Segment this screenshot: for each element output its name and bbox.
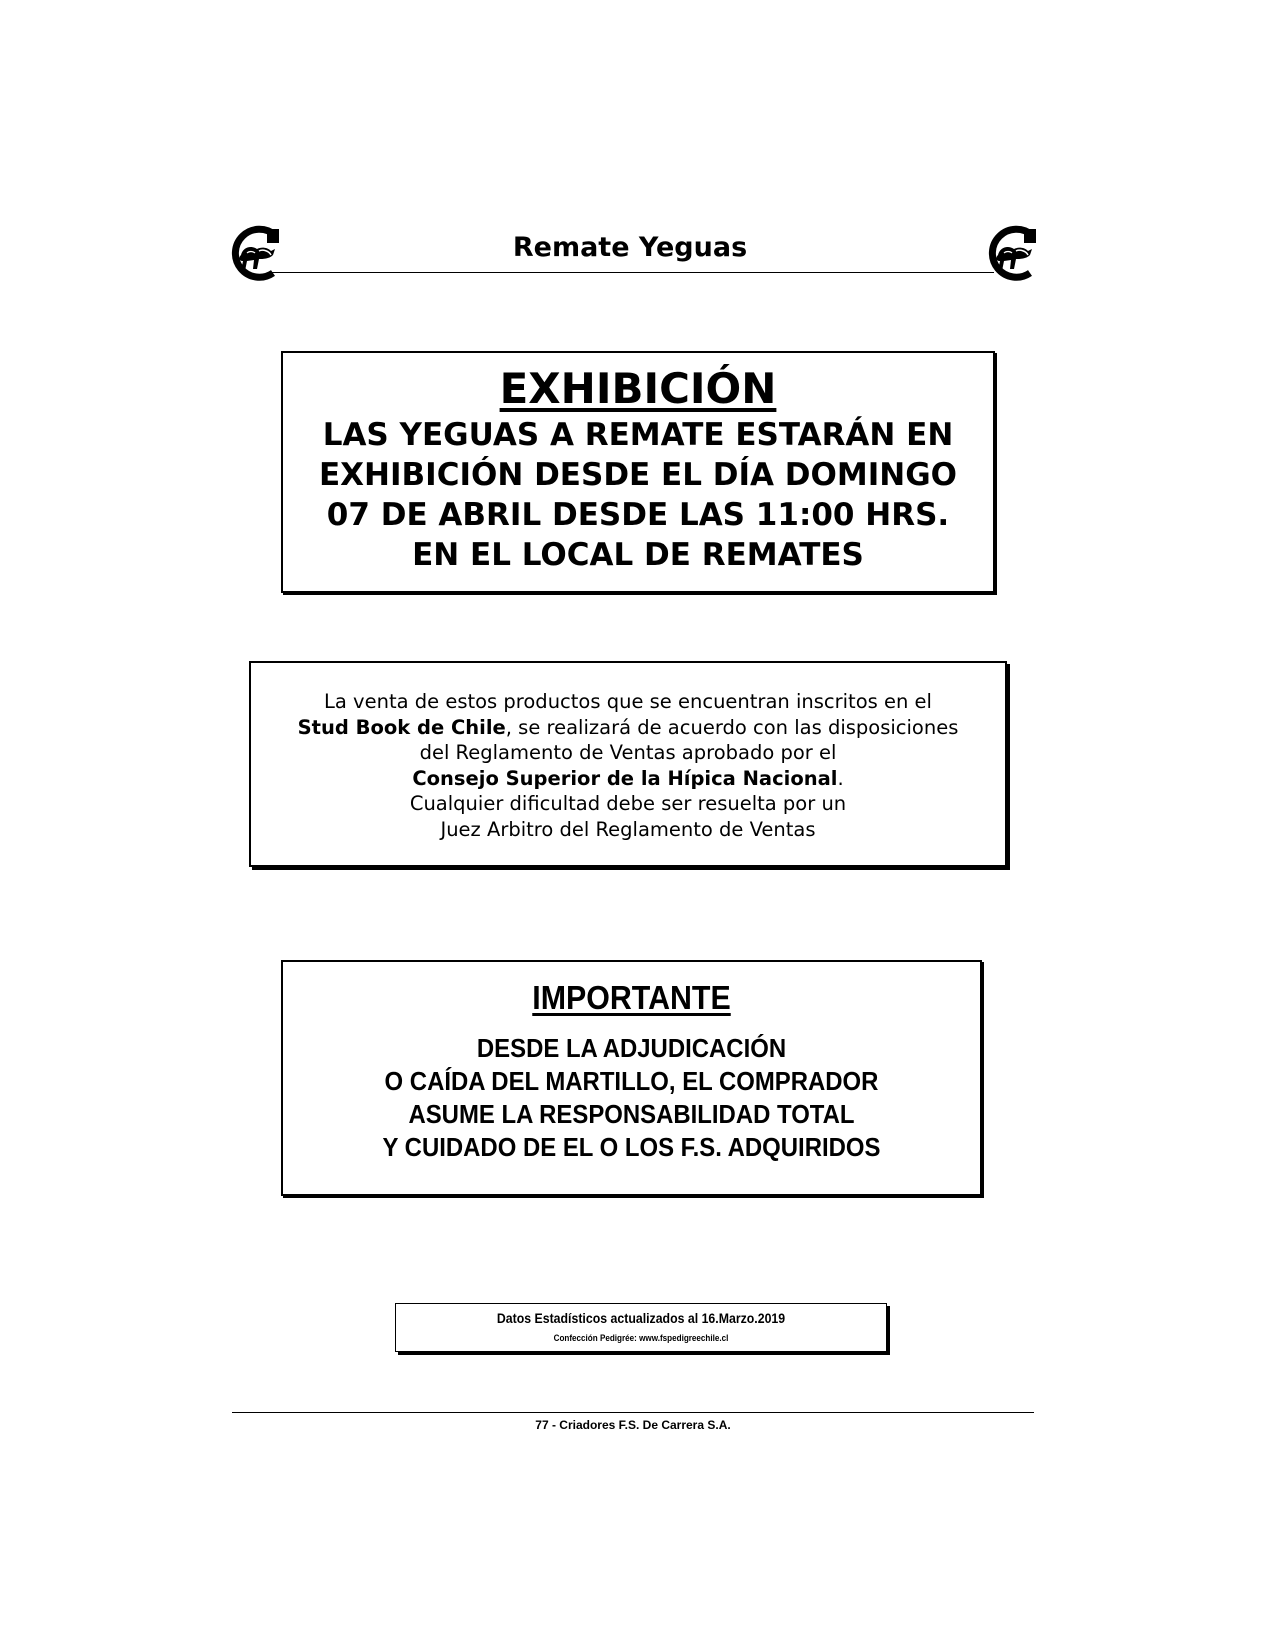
venta-line: del Reglamento de Ventas aprobado por el: [419, 741, 837, 764]
venta-line: Cualquier dificultad debe ser resuelta por un: [409, 792, 847, 815]
footer-divider: [232, 1412, 1034, 1413]
importante-line: Y CUIDADO DE EL O LOS F.S. ADQUIRIDOS: [382, 1132, 881, 1162]
stud-book-name: Stud Book de Chile: [297, 715, 506, 739]
venta-line: [251, 715, 1005, 741]
exhibicion-line: LAS YEGUAS A REMATE ESTARÁN EN: [322, 417, 954, 453]
page-title: Remate Yeguas: [512, 232, 748, 263]
venta-conditions-box: [249, 661, 1007, 867]
importante-line: ASUME LA RESPONSABILIDAD TOTAL: [408, 1099, 855, 1129]
exhibicion-notice-box: [281, 351, 995, 593]
importante-title: IMPORTANTE: [532, 979, 731, 1016]
exhibicion-title: EXHIBICIÓN: [499, 364, 777, 413]
pedigree-credit-text: Confección Pedigrée: www.fspedigreechile.cl: [553, 1333, 729, 1343]
exhibicion-line: EXHIBICIÓN DESDE EL DÍA DOMINGO: [318, 457, 957, 493]
importante-notice-box: [281, 960, 982, 1196]
venta-line: Juez Arbitro del Reglamento de Ventas: [440, 817, 816, 841]
importante-line: O CAÍDA DEL MARTILLO, EL COMPRADOR: [384, 1066, 879, 1096]
horse-logo-icon: [986, 225, 1040, 281]
importante-line: DESDE LA ADJUDICACIÓN: [476, 1033, 787, 1063]
stats-updated-text: Datos Estadísticos actualizados al 16.Marzo.2019: [496, 1310, 786, 1326]
exhibicion-line: 07 DE ABRIL DESDE LAS 11:00 HRS.: [326, 497, 950, 533]
page-footer: 77 - Criadores F.S. De Carrera S.A.: [535, 1418, 731, 1432]
exhibicion-line: EN EL LOCAL DE REMATES: [412, 537, 864, 573]
stats-box: [395, 1303, 887, 1352]
venta-line-text: .: [837, 766, 844, 790]
venta-line: La venta de estos productos que se encuentran inscritos en el: [324, 690, 932, 713]
header-divider: [272, 272, 994, 273]
venta-line: [251, 766, 1005, 792]
venta-line-text: , se realizará de acuerdo con las disposiciones: [505, 715, 959, 739]
consejo-name: Consejo Superior de la Hípica Nacional: [412, 766, 838, 790]
